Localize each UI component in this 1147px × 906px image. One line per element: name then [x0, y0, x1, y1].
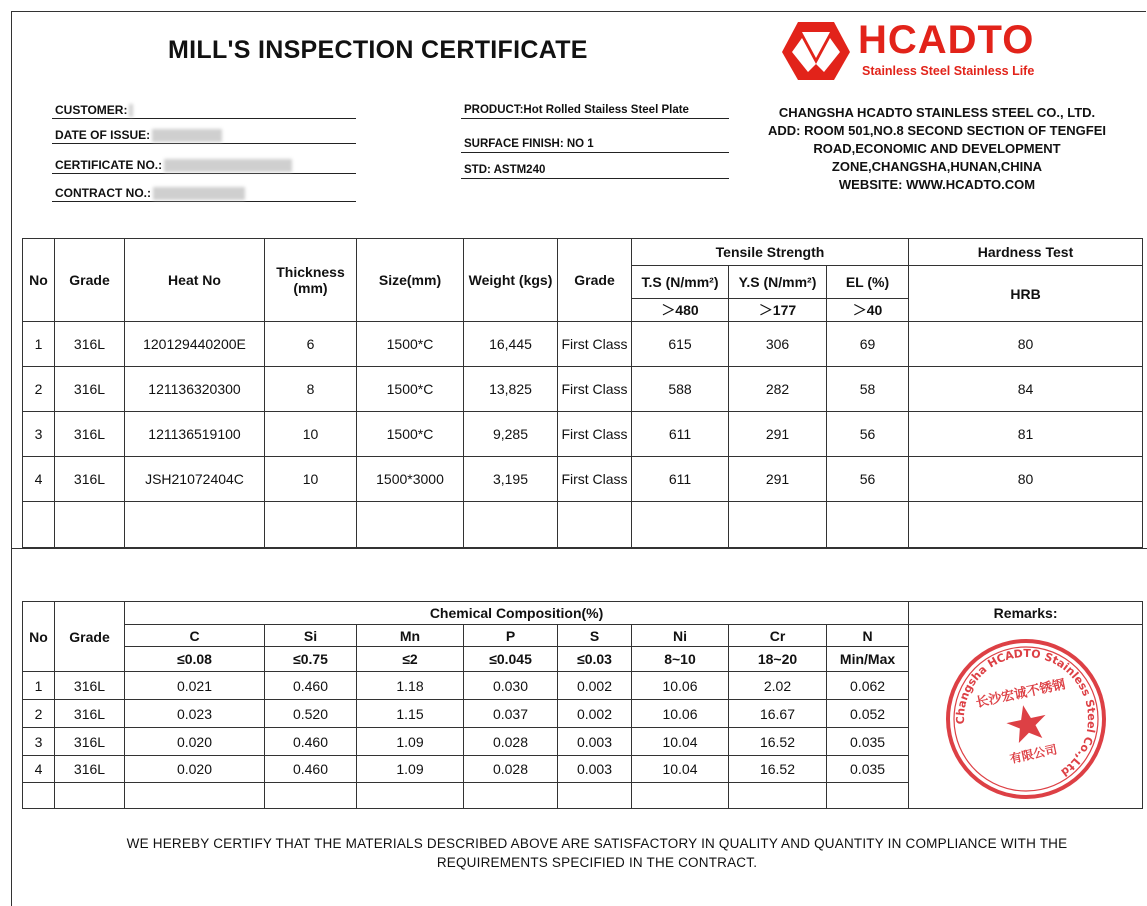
- cell-grade-class: First Class: [558, 322, 632, 367]
- col-header-no: No: [23, 239, 55, 322]
- cell-cr: 2.02: [729, 672, 827, 700]
- ys-requirement: ＞177: [729, 299, 827, 322]
- contract-no-field: [52, 184, 356, 202]
- certificate-no-field: [52, 156, 356, 174]
- cell-el: 58: [827, 367, 909, 412]
- cell-weight: 3,195: [464, 457, 558, 502]
- company-website: WEBSITE: WWW.HCADTO.COM: [838, 177, 1036, 192]
- col-header-grade-class: Grade: [558, 239, 632, 322]
- cell-ni: 10.06: [632, 700, 729, 728]
- element-mn: Mn: [357, 625, 464, 647]
- certificate-title: MILL'S INSPECTION CERTIFICATE: [168, 36, 588, 64]
- table-row: [23, 412, 1143, 457]
- element-p: P: [464, 625, 558, 647]
- cell-grade: 316L: [55, 457, 125, 502]
- cell-n: 0.062: [827, 672, 909, 700]
- svg-text:有限公司: 有限公司: [1008, 741, 1059, 766]
- el-requirement: ＞40: [827, 299, 909, 322]
- cell-thickness: 10: [265, 412, 357, 457]
- cell-grade: 316L: [55, 700, 125, 728]
- limit-si: ≤0.75: [265, 647, 357, 672]
- cell-s: 0.003: [558, 756, 632, 783]
- cell-mn: 1.09: [357, 728, 464, 756]
- cell-size: 1500*C: [357, 412, 464, 457]
- element-si: Si: [265, 625, 357, 647]
- table-row: [23, 322, 1143, 367]
- col-header-remarks: Remarks:: [909, 602, 1143, 625]
- statement-line: REQUIREMENTS SPECIFIED IN THE CONTRACT.: [436, 855, 758, 870]
- cell-grade: 316L: [55, 412, 125, 457]
- cell-thickness: 6: [265, 322, 357, 367]
- cell-thickness: 10: [265, 457, 357, 502]
- company-address-line: ZONE,CHANGSHA,HUNAN,CHINA: [831, 159, 1043, 174]
- section-divider: [11, 548, 1147, 549]
- cell-si: 0.520: [265, 700, 357, 728]
- cell-heat-no: 121136519100: [125, 412, 265, 457]
- col-header-heat-no: Heat No: [125, 239, 265, 322]
- cell-hrb: 81: [909, 412, 1143, 457]
- cell-s: 0.003: [558, 728, 632, 756]
- cell-c: 0.021: [125, 672, 265, 700]
- cell-grade: 316L: [55, 672, 125, 700]
- company-name: CHANGSHA HCADTO STAINLESS STEEL CO., LTD.: [778, 105, 1096, 120]
- surface-finish-field: SURFACE FINISH: NO 1: [461, 135, 729, 153]
- col-header-hrb: HRB: [909, 266, 1143, 322]
- limit-cr: 18~20: [729, 647, 827, 672]
- certificate-no-label: CERTIFICATE NO.:: [55, 158, 163, 172]
- cell-ys: 282: [729, 367, 827, 412]
- cell-c: 0.023: [125, 700, 265, 728]
- remarks-cell: [909, 625, 1143, 809]
- cell-cr: 16.67: [729, 700, 827, 728]
- cell-weight: 13,825: [464, 367, 558, 412]
- cell-mn: 1.15: [357, 700, 464, 728]
- cell-cr: 16.52: [729, 728, 827, 756]
- cell-p: 0.028: [464, 728, 558, 756]
- element-s: S: [558, 625, 632, 647]
- cell-ys: 291: [729, 457, 827, 502]
- cell-n: 0.035: [827, 728, 909, 756]
- element-cr: Cr: [729, 625, 827, 647]
- company-seal-icon: [942, 635, 1110, 803]
- cell-ni: 10.06: [632, 672, 729, 700]
- cell-el: 56: [827, 457, 909, 502]
- cell-grade: 316L: [55, 756, 125, 783]
- cell-no: 4: [23, 457, 55, 502]
- table-row: [23, 367, 1143, 412]
- col-header-el: EL (%): [827, 266, 909, 299]
- ts-requirement: ＞480: [632, 299, 729, 322]
- cell-grade-class: First Class: [558, 457, 632, 502]
- cell-p: 0.037: [464, 700, 558, 728]
- statement-line: WE HEREBY CERTIFY THAT THE MATERIALS DESCRIBED ABOVE ARE SATISFACTORY IN QUALITY AND QUANTITY IN COMPLIANCE WITH THE: [126, 836, 1068, 851]
- cell-si: 0.460: [265, 672, 357, 700]
- table-row-empty: [23, 502, 1143, 548]
- cell-ni: 10.04: [632, 728, 729, 756]
- cell-no: 2: [23, 700, 55, 728]
- cell-n: 0.035: [827, 756, 909, 783]
- cell-no: 3: [23, 728, 55, 756]
- cell-grade: 316L: [55, 728, 125, 756]
- cell-thickness: 8: [265, 367, 357, 412]
- col-header-hardness-test: Hardness Test: [909, 239, 1143, 266]
- cell-c: 0.020: [125, 728, 265, 756]
- cell-size: 1500*C: [357, 322, 464, 367]
- cell-heat-no: 121136320300: [125, 367, 265, 412]
- cell-ni: 10.04: [632, 756, 729, 783]
- hcadto-logo-icon: [780, 18, 852, 84]
- limit-n: Min/Max: [827, 647, 909, 672]
- standard-field: STD: ASTM240: [461, 161, 729, 179]
- element-n: N: [827, 625, 909, 647]
- col-header-thickness: Thickness (mm): [265, 239, 357, 322]
- logo-brand-text: HCADTO: [858, 18, 1035, 62]
- svg-text:长沙宏诚不锈钢: 长沙宏诚不锈钢: [974, 676, 1067, 711]
- cell-ts: 611: [632, 412, 729, 457]
- limit-ni: 8~10: [632, 647, 729, 672]
- date-of-issue-field: [52, 126, 356, 144]
- product-field: PRODUCT:Hot Rolled Stailess Steel Plate: [461, 101, 729, 119]
- cell-ys: 291: [729, 412, 827, 457]
- customer-label: CUSTOMER:: [55, 103, 128, 117]
- cell-p: 0.030: [464, 672, 558, 700]
- cell-n: 0.052: [827, 700, 909, 728]
- redacted-value: [129, 104, 133, 117]
- col-header-weight: Weight (kgs): [464, 239, 558, 322]
- cell-ys: 306: [729, 322, 827, 367]
- company-address-line: ADD: ROOM 501,NO.8 SECOND SECTION OF TENGFEI: [767, 123, 1107, 138]
- certification-statement: [72, 834, 1122, 872]
- cell-no: 1: [23, 322, 55, 367]
- cell-mn: 1.09: [357, 756, 464, 783]
- cell-no: 1: [23, 672, 55, 700]
- cell-ts: 611: [632, 457, 729, 502]
- cell-weight: 16,445: [464, 322, 558, 367]
- cell-ts: 615: [632, 322, 729, 367]
- cell-grade-class: First Class: [558, 367, 632, 412]
- element-c: C: [125, 625, 265, 647]
- col-header-size: Size(mm): [357, 239, 464, 322]
- cell-mn: 1.18: [357, 672, 464, 700]
- cell-p: 0.028: [464, 756, 558, 783]
- cell-hrb: 80: [909, 322, 1143, 367]
- table-row: [23, 457, 1143, 502]
- redacted-value: [152, 129, 222, 142]
- cell-size: 1500*3000: [357, 457, 464, 502]
- svg-text:Changsha HCADTO Stainless Stee: Changsha HCADTO Stainless Steel Co.,Ltd: [953, 646, 1098, 779]
- element-ni: Ni: [632, 625, 729, 647]
- cell-si: 0.460: [265, 756, 357, 783]
- cell-grade: 316L: [55, 367, 125, 412]
- cell-no: 2: [23, 367, 55, 412]
- customer-field: [52, 101, 356, 119]
- col-header-ys: Y.S (N/mm²): [729, 266, 827, 299]
- cell-c: 0.020: [125, 756, 265, 783]
- col-header-ts: T.S (N/mm²): [632, 266, 729, 299]
- cell-no: 4: [23, 756, 55, 783]
- cell-no: 3: [23, 412, 55, 457]
- cell-hrb: 80: [909, 457, 1143, 502]
- cell-grade: 316L: [55, 322, 125, 367]
- redacted-value: [153, 187, 245, 200]
- cell-weight: 9,285: [464, 412, 558, 457]
- company-address-line: ROAD,ECONOMIC AND DEVELOPMENT: [813, 141, 1061, 156]
- cell-el: 69: [827, 322, 909, 367]
- col-header-grade: Grade: [55, 239, 125, 322]
- cell-s: 0.002: [558, 700, 632, 728]
- cell-size: 1500*C: [357, 367, 464, 412]
- cell-heat-no: 120129440200E: [125, 322, 265, 367]
- limit-mn: ≤2: [357, 647, 464, 672]
- cell-s: 0.002: [558, 672, 632, 700]
- logo-slogan: Stainless Steel Stainless Life: [862, 64, 1035, 78]
- cell-grade-class: First Class: [558, 412, 632, 457]
- col-header-tensile-strength: Tensile Strength: [632, 239, 909, 266]
- cell-cr: 16.52: [729, 756, 827, 783]
- company-info: [752, 104, 1122, 194]
- cell-hrb: 84: [909, 367, 1143, 412]
- mechanical-properties-table: [22, 238, 1143, 548]
- redacted-value: [164, 159, 292, 172]
- cell-heat-no: JSH21072404C: [125, 457, 265, 502]
- limit-p: ≤0.045: [464, 647, 558, 672]
- col-header-grade: Grade: [55, 602, 125, 672]
- cell-si: 0.460: [265, 728, 357, 756]
- cell-el: 56: [827, 412, 909, 457]
- chemical-composition-table: [22, 601, 1143, 809]
- company-logo: [780, 18, 1060, 88]
- cell-ts: 588: [632, 367, 729, 412]
- limit-s: ≤0.03: [558, 647, 632, 672]
- limit-c: ≤0.08: [125, 647, 265, 672]
- col-header-no: No: [23, 602, 55, 672]
- col-header-chemical-composition: Chemical Composition(%): [125, 602, 909, 625]
- date-of-issue-label: DATE OF ISSUE:: [55, 128, 151, 142]
- contract-no-label: CONTRACT NO.:: [55, 186, 151, 200]
